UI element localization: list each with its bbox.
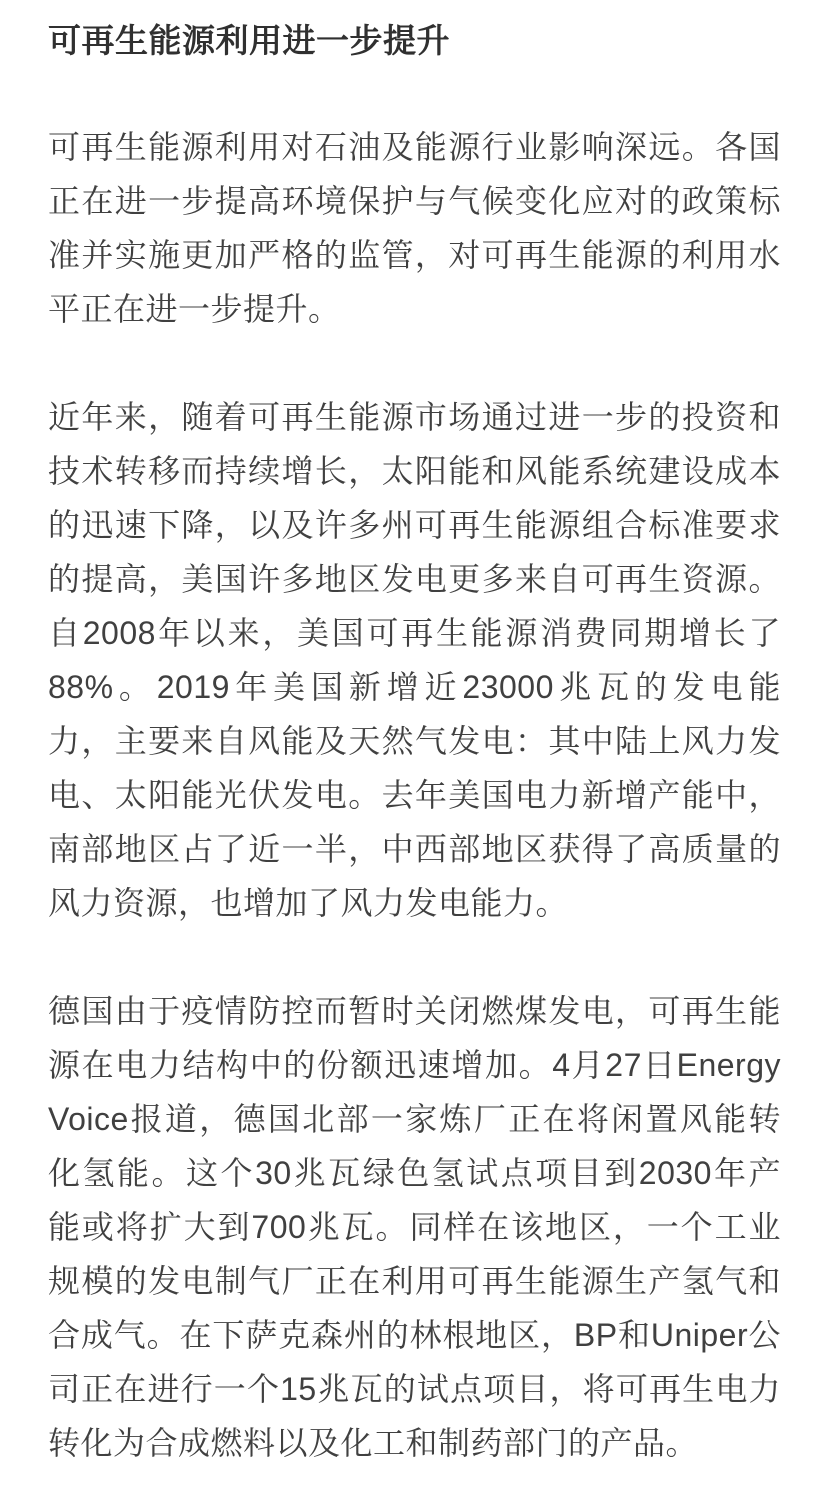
text-line: 合成气。在下萨克森州的林根地区，BP和Uniper公	[48, 1317, 781, 1353]
text-line: 正在进一步提高环境保护与气候变化应对的政策标	[48, 183, 781, 219]
text-line: 的提高，美国许多地区发电更多来自可再生资源。	[48, 561, 781, 597]
paragraph	[48, 984, 781, 1470]
text-line: 的迅速下降，以及许多州可再生能源组合标准要求	[48, 507, 781, 543]
text-line: 能或将扩大到700兆瓦。同样在该地区，一个工业	[48, 1209, 781, 1245]
article-title: 可再生能源利用进一步提升	[48, 22, 450, 59]
text-line: 风力资源，也增加了风力发电能力。	[48, 885, 569, 921]
text-line: 电、太阳能光伏发电。去年美国电力新增产能中，	[48, 777, 781, 813]
text-line: 准并实施更加严格的监管，对可再生能源的利用水	[48, 237, 781, 273]
text-line: 南部地区占了近一半，中西部地区获得了高质量的	[48, 831, 781, 867]
text-line: 力，主要来自风能及天然气发电：其中陆上风力发	[48, 723, 781, 759]
text-line: 源在电力结构中的份额迅速增加。4月27日Energy	[48, 1047, 781, 1083]
article-body	[48, 120, 781, 1470]
text-line: 技术转移而持续增长，太阳能和风能系统建设成本	[48, 453, 781, 489]
text-line: 自2008年以来，美国可再生能源消费同期增长了	[48, 615, 781, 651]
text-line: 近年来，随着可再生能源市场通过进一步的投资和	[48, 399, 781, 435]
text-line: 规模的发电制气厂正在利用可再生能源生产氢气和	[48, 1263, 781, 1299]
text-line: 可再生能源利用对石油及能源行业影响深远。各国	[48, 129, 781, 165]
paragraph	[48, 390, 781, 930]
text-line: 转化为合成燃料以及化工和制药部门的产品。	[48, 1425, 699, 1461]
text-line: 88%。2019年美国新增近23000兆瓦的发电能	[48, 669, 781, 705]
text-line: 德国由于疫情防控而暂时关闭燃煤发电，可再生能	[48, 993, 781, 1029]
text-line: 化氢能。这个30兆瓦绿色氢试点项目到2030年产	[48, 1155, 781, 1191]
text-line: 平正在进一步提升。	[48, 291, 341, 327]
paragraph	[48, 120, 781, 336]
text-line: Voice报道，德国北部一家炼厂正在将闲置风能转	[48, 1101, 781, 1137]
text-line: 司正在进行一个15兆瓦的试点项目，将可再生电力	[48, 1371, 781, 1407]
